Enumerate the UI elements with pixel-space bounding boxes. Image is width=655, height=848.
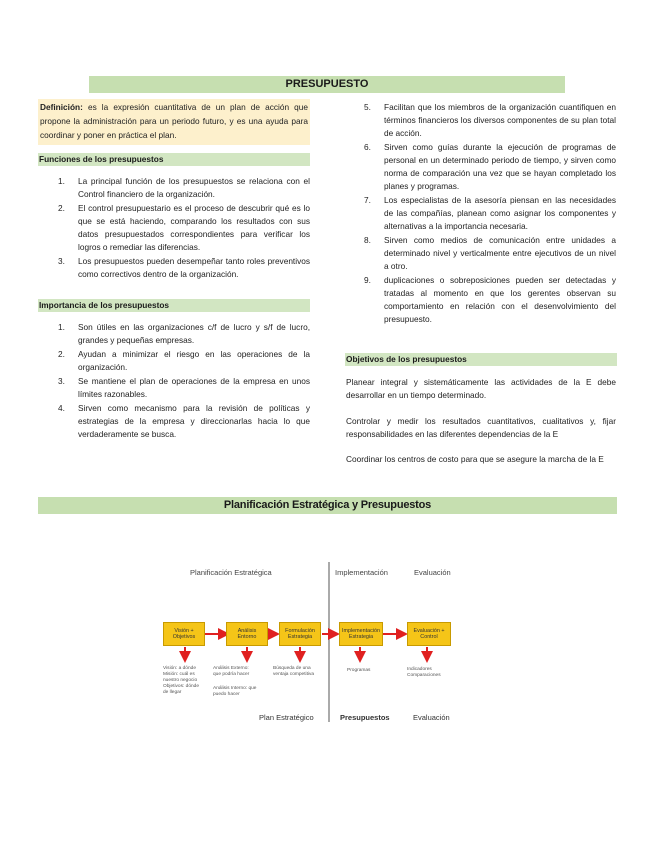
item-text: Ayudan a minimizar el riesgo en las operaciones de la organización.: [78, 349, 310, 372]
item-text: La principal función de los presupuestos se relaciona con el Control financiero de la organización.: [78, 176, 310, 199]
phase-header-planning: Planificación Estratégica: [190, 568, 272, 577]
item-number: 1.: [58, 176, 65, 186]
importancia-list: [58, 321, 310, 442]
footer-plan-estrategico: Plan Estratégico: [259, 713, 314, 722]
note-analisis-interno: Análisis Interno: que puedo hacer: [213, 686, 257, 697]
phase-header-implementation: Implementación: [335, 568, 388, 577]
footer-evaluacion: Evaluación: [413, 713, 450, 722]
item-number: 2.: [58, 349, 65, 359]
definition-text: es la expresión cuantitativa de un plan de acción que propone la administración para un periodo futuro, y es una ayuda para coordinar y poner en práctica el plan.: [40, 102, 308, 140]
item-text: Sirven como medios de comunicación entre unidades a determinado nivel y verticalmente entre ejecutivos de un nivel a otro.: [384, 235, 616, 271]
box-analisis-entorno: Análisis Entorno: [226, 622, 268, 646]
item-number: 4.: [58, 403, 65, 413]
importancia-heading: Importancia de los presupuestos: [38, 299, 310, 312]
item-number: 2.: [58, 203, 65, 213]
note-indicadores: Indicadores Comparaciones: [407, 667, 441, 678]
list-item: [58, 202, 310, 254]
footer-presupuestos: Presupuestos: [340, 713, 390, 722]
list-item: [58, 175, 310, 201]
box-vision-objetivos: Visión + Objetivos: [163, 622, 205, 646]
box-formulacion-estrategia: Formulación Estrategia: [279, 622, 321, 646]
item-text: Se mantiene el plan de operaciones de la empresa en unos límites razonables.: [78, 376, 310, 399]
item-text: Los presupuestos pueden desempeñar tanto roles preventivos como correctivos dentro de la organización.: [78, 256, 310, 279]
item-number: 6.: [364, 142, 371, 152]
list-item: [364, 194, 616, 233]
item-text: duplicaciones o sobreposiciones pueden ser detectadas y tratadas al momento en que los gerentes observan su comportamiento en relación con el desenvolvimiento del presupuesto.: [384, 275, 616, 324]
objetivo-paragraph: Coordinar los centros de costo para que se asegure la marcha de la E: [346, 454, 604, 464]
right-list: [364, 101, 616, 327]
item-text: Los especialistas de la asesoría piensan en las necesidades de las compañías, planean como asignar los componentes y alternativas a la importancia necesaria.: [384, 195, 616, 231]
funciones-heading: Funciones de los presupuestos: [38, 153, 310, 166]
note-programas: Programas: [347, 668, 371, 673]
list-item: [58, 321, 310, 347]
note-vision: Visión: a dónde Misión: cuál es nuestro negocio Objetivos: dónde de llegar: [163, 666, 200, 695]
item-number: 1.: [58, 322, 65, 332]
definition-box: [38, 99, 310, 145]
objetivo-paragraph: Planear integral y sistemáticamente las actividades de la E debe desarrollar en un tiempo determinado.: [346, 377, 616, 400]
item-text: Son útiles en las organizaciones c/f de lucro y s/f de lucro, grandes y pequeñas empresas.: [78, 322, 310, 345]
list-item: [364, 234, 616, 273]
item-number: 7.: [364, 195, 371, 205]
list-item: [364, 274, 616, 326]
list-item: [58, 348, 310, 374]
list-item: [58, 375, 310, 401]
item-text: El control presupuestario es el proceso de descubrir qué es lo que se está haciendo, comparando los resultados con sus datos presupuestados correspondientes para verificar los logros o remediar las diferencias.: [78, 203, 310, 252]
box-evaluacion-control: Evaluación + Control: [407, 622, 451, 646]
item-number: 9.: [364, 275, 371, 285]
document-title: PRESUPUESTO: [89, 76, 565, 93]
objetivo-paragraph: Controlar y medir los resultados cuantitativos, cualitativos y, fijar responsabilidades en las diferentes dependencias de la E: [346, 416, 616, 439]
item-number: 3.: [58, 376, 65, 386]
item-text: Sirven como guías durante la ejecución de programas de personal en un determinado periodo de tiempo, y sirven como norma de comparación una vez que se hayan completado los planes y programas.: [384, 142, 616, 191]
item-number: 8.: [364, 235, 371, 245]
list-item: [364, 101, 616, 140]
item-number: 5.: [364, 102, 371, 112]
list-item: [58, 255, 310, 281]
box-implementacion-estrategia: Implementación Estrategia: [339, 622, 383, 646]
phase-header-evaluation: Evaluación: [414, 568, 451, 577]
planning-title: Planificación Estratégica y Presupuestos: [38, 497, 617, 514]
definition-label: Definición:: [40, 102, 83, 112]
item-text: Sirven como mecanismo para la revisión de políticas y estrategias de la empresa y direccionarlas hacia lo que verdaderamente se busca.: [78, 403, 310, 439]
item-text: Facilitan que los miembros de la organización cuantifiquen en términos financieros los diversos componentes de su plan total de acción.: [384, 102, 616, 138]
funciones-list: [58, 175, 310, 282]
list-item: [364, 141, 616, 193]
strategic-planning-diagram: [160, 560, 480, 730]
list-item: [58, 402, 310, 441]
objetivos-heading: Objetivos de los presupuestos: [345, 353, 617, 366]
note-ventaja: Búsqueda de una ventaja competitiva: [273, 666, 315, 677]
note-analisis-externo: Análisis Externo: que podría hacer: [213, 666, 250, 677]
item-number: 3.: [58, 256, 65, 266]
